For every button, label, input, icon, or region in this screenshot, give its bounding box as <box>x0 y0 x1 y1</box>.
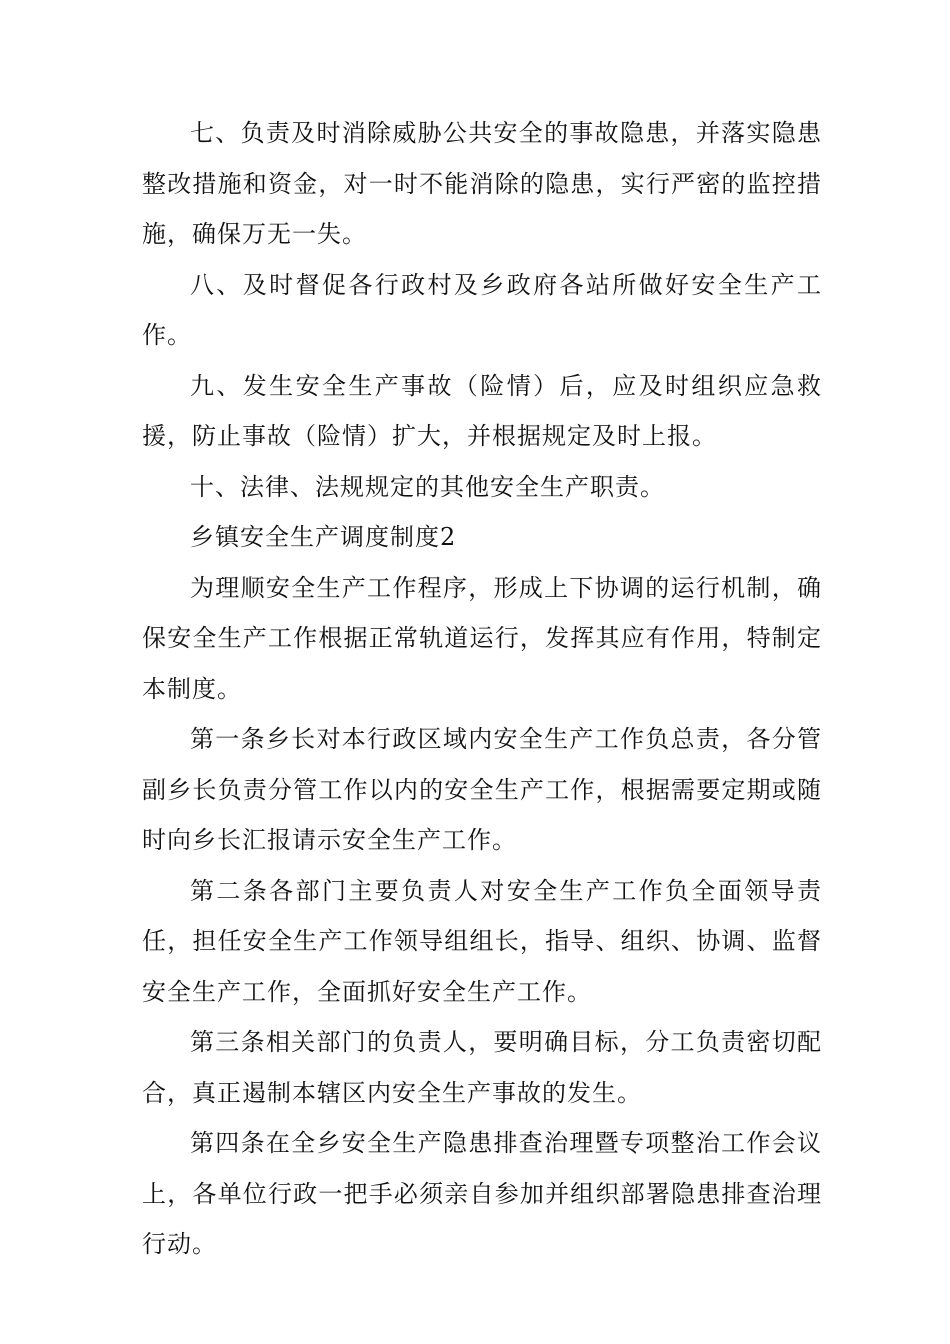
paragraph-article-1: 第一条乡长对本行政区域内安全生产工作负总责，各分管副乡长负责分管工作以内的安全生产工作，根据需要定期或随时向乡长汇报请示安全生产工作。 <box>142 725 822 854</box>
paragraph-item-8: 八、及时督促各行政村及乡政府各站所做好安全生产工作。 <box>142 270 822 349</box>
section-title: 乡镇安全生产调度制度2 <box>190 523 457 551</box>
paragraph-article-2: 第二条各部门主要负责人对安全生产工作负全面领导责任，担任安全生产工作领导组组长，指导、组织、协调、监督安全生产工作，全面抓好安全生产工作。 <box>142 876 822 1006</box>
paragraph-article-3: 第三条相关部门的负责人，要明确目标，分工负责密切配合，真正遏制本辖区内安全生产事故的发生。 <box>142 1028 822 1107</box>
paragraph-item-9: 九、发生安全生产事故（险情）后，应及时组织应急救援，防止事故（险情）扩大，并根据规定及时上报。 <box>142 371 822 450</box>
paragraph-item-7: 七、负责及时消除威胁公共安全的事故隐患，并落实隐患整改措施和资金，对一时不能消除的隐患，实行严密的监控措施，确保万无一失。 <box>142 119 822 248</box>
document-body <box>142 108 822 1270</box>
paragraph-intro: 为理顺安全生产工作程序，形成上下协调的运行机制，确保安全生产工作根据正常轨道运行，发挥其应有作用，特制定本制度。 <box>142 573 822 703</box>
paragraph-article-4: 第四条在全乡安全生产隐患排查治理暨专项整治工作会议上，各单位行政一把手必须亲自参加并组织部署隐患排查治理行动。 <box>142 1129 822 1258</box>
paragraph-item-10: 十、法律、法规规定的其他安全生产职责。 <box>190 472 665 501</box>
